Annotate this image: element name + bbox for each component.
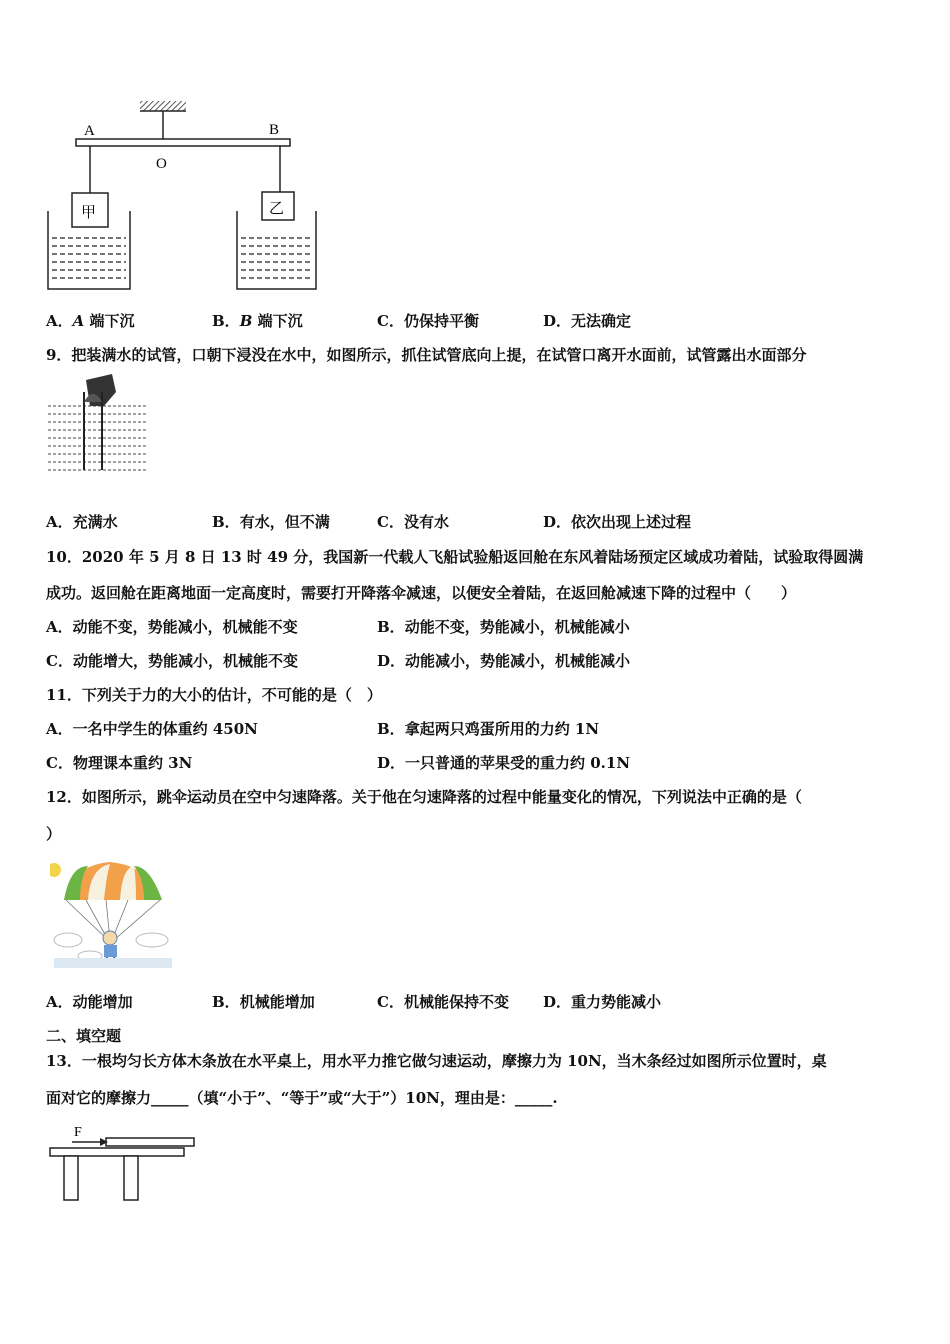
q9-option-b[interactable]: B．有水，但不满 xyxy=(212,513,330,531)
box-left-label: 甲 xyxy=(81,203,97,221)
q10-stem-line2: 成功。返回舱在距离地面一定高度时，需要打开降落伞减速，以便安全着陆，在返回舱减速下降的过程中（ ） xyxy=(46,584,797,602)
q9-option-d[interactable]: D．依次出现上述过程 xyxy=(543,513,692,531)
q10-stem-line1: 10．2020 年 5 月 8 日 13 时 49 分，我国新一代载人飞船试验船返回舱在东风着陆场预定区域成功着陆，试验取得圆满 xyxy=(46,548,864,566)
q11-option-b[interactable]: B．拿起两只鸡蛋所用的力约 1N xyxy=(377,720,600,738)
q12-option-c[interactable]: C．机械能保持不变 xyxy=(377,993,509,1011)
q10-option-a[interactable]: A．动能不变，势能减小，机械能不变 xyxy=(46,618,298,636)
test-tube-figure xyxy=(46,372,150,480)
q12-option-d[interactable]: D．重力势能减小 xyxy=(543,993,662,1011)
q10-option-c[interactable]: C．动能增大，势能减小，机械能不变 xyxy=(46,652,298,670)
section-title: 二、填空题 xyxy=(46,1027,122,1045)
q11-stem: 11．下列关于力的大小的估计，不可能的是（ ） xyxy=(46,686,382,704)
q8-option-b[interactable]: B．B 端下沉 xyxy=(212,312,303,330)
table-board-figure xyxy=(48,1122,200,1204)
q12-stem-line2: ） xyxy=(46,825,62,843)
q12-stem-line1: 12．如图所示，跳伞运动员在空中匀速降落。关于他在匀速降落的过程中能量变化的情况，下列说法中正确的是（ xyxy=(46,788,802,806)
q12-option-a[interactable]: A．动能增加 xyxy=(46,993,133,1011)
label-o: O xyxy=(156,156,167,172)
force-label-f: F xyxy=(74,1125,82,1140)
q11-option-a[interactable]: A．一名中学生的体重约 450N xyxy=(46,720,258,738)
q12-option-b[interactable]: B．机械能增加 xyxy=(212,993,315,1011)
q13-stem-line2: 面对它的摩擦力_____（填“小于”、“等于”或“大于”）10N，理由是：_____. xyxy=(46,1089,558,1107)
q8-option-d[interactable]: D．无法确定 xyxy=(543,312,632,330)
q9-option-a[interactable]: A．充满水 xyxy=(46,513,118,531)
label-b: B xyxy=(269,122,280,138)
q9-option-c[interactable]: C．没有水 xyxy=(377,513,449,531)
q8-option-c[interactable]: C．仍保持平衡 xyxy=(377,312,479,330)
q13-stem-line1: 13．一根均匀长方体木条放在水平桌上，用水平力推它做匀速运动，摩擦力为 10N，当木条经过如图所示位置时，桌 xyxy=(46,1052,827,1070)
q11-option-c[interactable]: C．物理课本重约 3N xyxy=(46,754,193,772)
box-right-label: 乙 xyxy=(269,199,285,217)
q10-option-b[interactable]: B．动能不变，势能减小，机械能减小 xyxy=(377,618,630,636)
parachute-figure xyxy=(50,858,175,973)
label-a: A xyxy=(84,123,95,139)
q10-option-d[interactable]: D．动能减小，势能减小，机械能减小 xyxy=(377,652,631,670)
q9-stem: 9．把装满水的试管，口朝下浸没在水中，如图所示，抓住试管底向上提，在试管口离开水面前，试管露出水面部分 xyxy=(46,346,807,364)
lever-beakers-figure xyxy=(40,95,330,300)
q11-option-d[interactable]: D．一只普通的苹果受的重力约 0.1N xyxy=(377,754,631,772)
q8-option-a[interactable]: A．A 端下沉 xyxy=(46,312,135,330)
